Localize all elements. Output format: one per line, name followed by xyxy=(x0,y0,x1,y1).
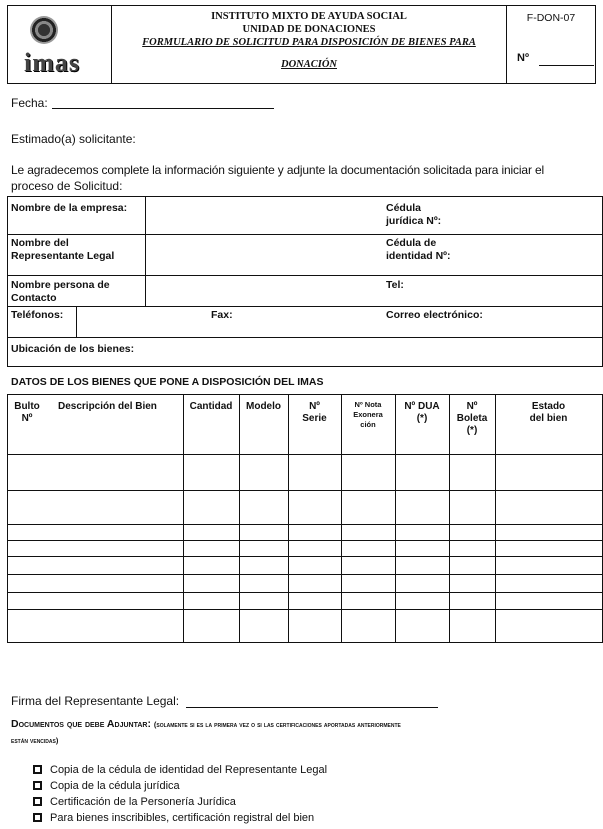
column-header-description: Descripción del Bien xyxy=(58,401,157,412)
instructions: Le agradecemos complete la información siguiente y adjunte la documentación solicitada para iniciar el xyxy=(11,163,545,177)
column-header-model: Modelo xyxy=(246,401,281,412)
applicant-info-table xyxy=(7,196,603,367)
signature-label: Firma del Representante Legal: xyxy=(11,694,180,708)
column-header-dua: Nº DUA (*) xyxy=(404,401,440,424)
checkbox[interactable] xyxy=(33,765,42,774)
column-header-status: Estado del bien xyxy=(529,401,568,424)
documents-title: Documentos que debe Adjuntar: (solamente si es la primera vez o si las certificaciones aportadas anteriormente xyxy=(11,718,401,730)
tel-label: Tel: xyxy=(386,279,404,291)
identity-id-label: Cédula de identidad Nº: xyxy=(386,237,451,262)
unit-name: UNIDAD DE DONACIONES xyxy=(242,24,376,35)
checkbox[interactable] xyxy=(33,797,42,806)
representative-label: Nombre del Representante Legal xyxy=(11,237,115,262)
imas-emblem-icon xyxy=(30,16,58,44)
number-label: Nº xyxy=(517,52,529,64)
goods-section-title: DATOS DE LOS BIENES QUE PONE A DISPOSICIÓN DEL IMAS xyxy=(11,376,324,388)
document-item: Copia de la cédula de identidad del Representante Legal xyxy=(33,764,327,776)
form-header xyxy=(7,5,596,84)
instructions-continued: proceso de Solicitud: xyxy=(11,179,123,193)
documents-note: están vencidas) xyxy=(11,736,59,745)
document-item: Copia de la cédula jurídica xyxy=(33,780,180,792)
greeting: Estimado(a) solicitante: xyxy=(11,132,136,146)
title-cell xyxy=(112,6,507,83)
document-item: Certificación de la Personería Jurídica xyxy=(33,796,236,808)
fax-label: Fax: xyxy=(211,309,233,321)
legal-id-label: Cédula jurídica Nº: xyxy=(386,202,442,227)
institution-name: INSTITUTO MIXTO DE AYUDA SOCIAL xyxy=(211,11,407,22)
logo-cell xyxy=(8,6,112,83)
date-field[interactable] xyxy=(52,108,274,109)
column-header-bulto: Bulto Nº xyxy=(14,401,40,424)
goods-table xyxy=(7,394,603,643)
company-name-label: Nombre de la empresa: xyxy=(11,202,128,214)
form-title: FORMULARIO DE SOLICITUD PARA DISPOSICIÓN DE BIENES PARA xyxy=(142,37,476,48)
phones-label: Teléfonos: xyxy=(11,309,64,321)
column-header-boleta: Nº Boleta (*) xyxy=(456,401,488,436)
checkbox[interactable] xyxy=(33,781,42,790)
date-label: Fecha: xyxy=(11,96,48,110)
number-field[interactable] xyxy=(539,65,594,66)
document-item: Para bienes inscribibles, certificación registral del bien xyxy=(33,812,314,824)
form-title-continued: DONACIÓN xyxy=(280,59,337,70)
email-label: Correo electrónico: xyxy=(386,309,483,321)
signature-field[interactable] xyxy=(186,707,438,708)
column-header-exoneration-note: Nº Nota Exonera ción xyxy=(353,400,383,429)
column-header-quantity: Cantidad xyxy=(189,401,233,412)
goods-location-label: Ubicación de los bienes: xyxy=(11,343,135,355)
code-cell xyxy=(507,6,595,83)
column-header-serie: Nº Serie xyxy=(302,401,327,424)
contact-person-label: Nombre persona de Contacto xyxy=(11,279,110,304)
checkbox[interactable] xyxy=(33,813,42,822)
imas-logo: imas xyxy=(24,48,80,77)
form-code: F-DON-07 xyxy=(526,12,576,24)
